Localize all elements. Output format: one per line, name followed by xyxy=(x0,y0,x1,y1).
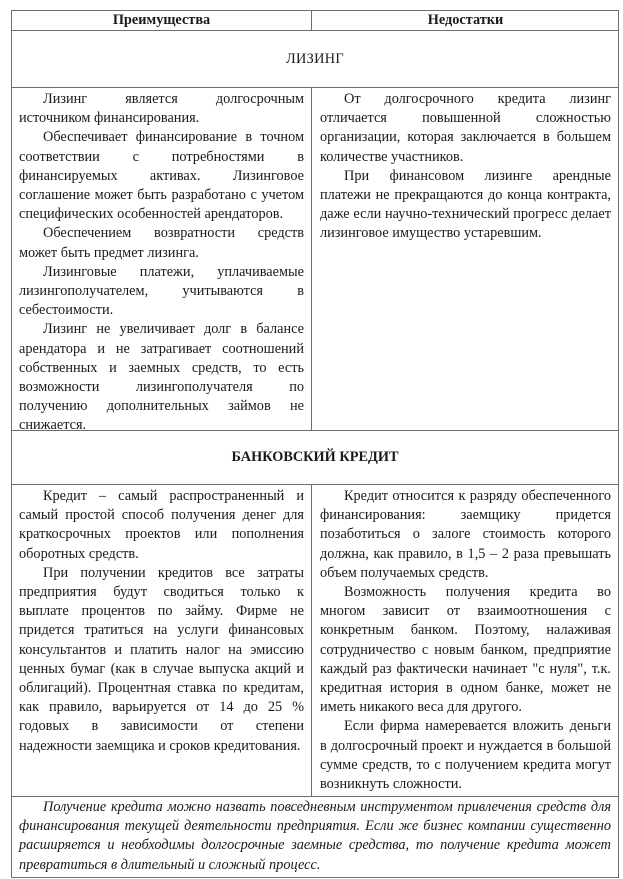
bank-credit-disadvantage: Если фирма намеревается вложить деньги в долгосрочный проект и нуждается в большой сумме средств, то с получением кредита могут возникнуть сложности. xyxy=(320,718,611,793)
leasing-disadvantages xyxy=(312,88,618,430)
header-disadvantages: Недостатки xyxy=(427,12,504,28)
bank-credit-advantage: При получении кредитов все затраты предприятия будут сводиться только к выплате процентов по займу. Фирме не придется тратиться на услуги финансовых консультантов и платить налог на эмиссию ценных бумаг (как в случае выпуска акций и облигаций). Процентная ставка по кредитам, как правило, варьируется от 14 до 25 % годовых в зависимости от степени надежности заемщика и сроков кредитования. xyxy=(19,564,304,754)
leasing-advantage: Лизинговые платежи, уплачиваемые лизингополучателем, учитываются в себестоимости. xyxy=(19,263,304,319)
bank-credit-advantage: Кредит – самый распространенный и самый простой способ получения денег для краткосрочных проектов или пополнения оборотных средств. xyxy=(19,488,304,562)
footer-row xyxy=(12,797,618,877)
section-title-bank-credit: БАНКОВСКИЙ КРЕДИТ xyxy=(12,431,618,485)
leasing-disadvantage: От долгосрочного кредита лизинг отличается повышенной сложностью организации, которая заключается в большем количестве участников. xyxy=(320,91,611,165)
header-row xyxy=(12,11,618,31)
bank-credit-row xyxy=(12,485,618,797)
comparison-table xyxy=(11,10,619,878)
bank-credit-disadvantage: Кредит относится к разряду обеспеченного финансирования: заемщику придется позаботиться о залоге стоимость которого должна, как правило, в 1,5 – 2 раза превышать объем получаемых средств. xyxy=(320,488,611,581)
bank-credit-advantages xyxy=(12,485,312,796)
section-title-leasing: ЛИЗИНГ xyxy=(12,31,618,88)
header-advantages: Преимущества xyxy=(12,11,312,30)
leasing-disadvantage: При финансовом лизинге арендные платежи не прекращаются до конца контракта, даже если научно-технический прогресс делает лизинговое имущество устаревшим. xyxy=(320,167,611,242)
bank-credit-disadvantages xyxy=(312,485,618,796)
bank-credit-disadvantage: Возможность получения кредита во многом зависит от взаимоотношения с конкретным банком. Поэтому, налаживая сотрудничество с новым банком, предприятие каждый раз фактически начинает "с нуля", т.к. кредитная история в одном банке, может не иметь никакого веса для другого. xyxy=(320,584,611,716)
leasing-advantage: Обеспечением возвратности средств может быть предмет лизинга. xyxy=(19,225,304,261)
leasing-advantage: Лизинг не увеличивает долг в балансе арендатора и не затрагивает соотношений собственных и заемных средств, то есть возможности лизингополучателя по получению дополнительных займов не снижается. xyxy=(19,321,304,434)
leasing-advantage: Обеспечивает финансирование в точном соответствии с потребностями в финансируемых активах. Лизинговое соглашение может быть разработано с учетом специфических особенностей арендаторов. xyxy=(19,129,304,223)
leasing-advantage: Лизинг является долгосрочным источником финансирования. xyxy=(19,91,304,127)
leasing-row xyxy=(12,88,618,434)
footer-note: Получение кредита можно назвать повседневным инструментом привлечения средств для финансирования текущей деятельности предприятия. Если же бизнес компании существенно расширяется и необходимы долгосрочные заемные средства, то получение кредита может превратиться в длительный и сложный процесс. xyxy=(19,799,611,873)
leasing-advantages xyxy=(12,88,312,434)
